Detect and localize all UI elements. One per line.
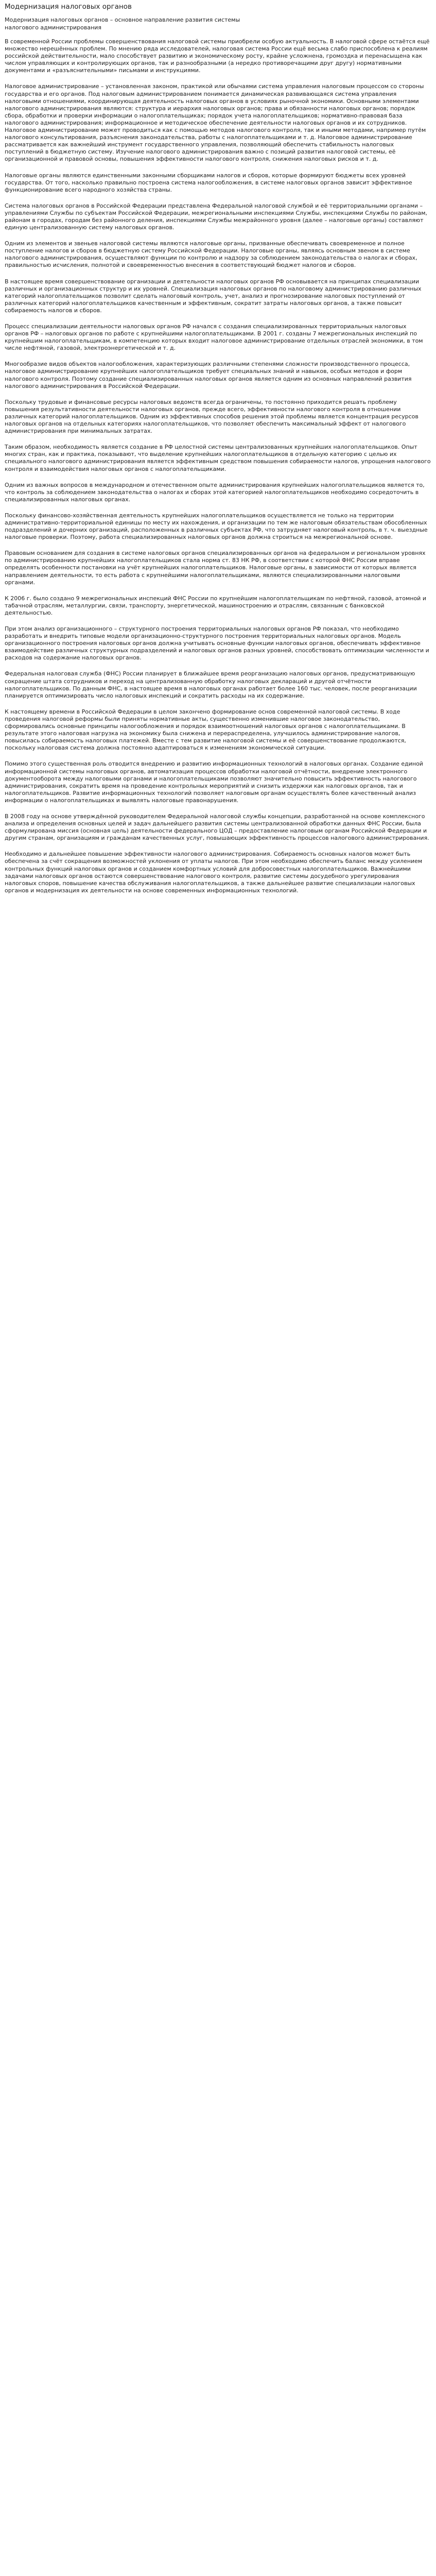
article-page <box>0 0 436 894</box>
article-paragraph: Таким образом, необходимость является создание в РФ целостной системы централизованных крупнейших налогоплательщиков. Опыт многих стран, как и практика, показывают, что выделение крупнейших налогоплательщиков в отдельную категорию с целью их специального налогового администрирования является эффективным средством повышения собираемости налогов, упрощения налогового контроля и взаимодействия налоговых органов с налогоплательщиками. <box>5 444 431 472</box>
article-paragraph: К настоящему времени в Российской Федерации в целом закончено формирование основ современной налоговой системы. В ходе проведения налоговой реформы были приняты нормативные акты, существенно изменившие налоговое законодательство, сформировались основные принципы налогообложения и порядок взаимоотношений налоговых органов с налогоплательщиками. В результате этого налоговая нагрузка на экономику была снижена и перераспределена, улучшилось администрирование налогов, повысилась собираемость налоговых платежей. Вместе с тем развитие налоговой системы и её совершенствование продолжаются, поскольку налоговая система должна постоянно адаптироваться к изменениям экономической ситуации. <box>5 708 406 752</box>
article-paragraph: При этом анализ организационного – структурного построения территориальных налоговых органов РФ показал, что необходимо разработать и внедрить типовые модели организационно-структурного построения территориальных налоговых органов. Модель организационного построения налоговых органов должна учитывать основные функции налоговых органов, обеспечивать эффективное взаимодействие различных структурных подразделений и налоговых органов разных уровней, способствовать оптимизации численности и расходов на содержание налоговых органов. <box>5 625 429 662</box>
article-paragraph: Одним из важных вопросов в международном и отечественном опыте администрирования крупнейших налогоплательщиков является то, что контроль за соблюдением законодательства о налогах и сборах этой категорией налогоплательщиков необходимо сосредоточить в специализированных налоговых органах. <box>5 481 425 503</box>
article-body <box>5 38 431 894</box>
article-paragraph: Система налоговых органов в Российской Федерации представлена Федеральной налоговой службой и её территориальными органами – управлениями Службы по субъектам Российской Федерации, межрегиональными инспекциями Службы, инспекциями Службы по районам, районам в городах, городам без районного деления, инспекциями Службы межрайонного уровня (далее – налоговые органы) составляют единую централизованную систему налоговых органов. <box>5 202 427 231</box>
article-paragraph: Поскольку финансово-хозяйственная деятельность крупнейших налогоплательщиков осуществляется не только на территории административно-территориальной единицы по месту их нахождения, и организации по тем же налоговым обязательствам обособленных подразделений и дочерних организаций, расположенных в различных субъектах РФ, что затрудняет налоговый контроль, в т. ч. выездные налоговые проверки. Поэтому, работа специализированных налоговых органов должна строиться на межрегиональной основе. <box>5 512 428 541</box>
article-paragraph: Необходимо и дальнейшее повышение эффективности налогового администрирования. Собираемость основных налогов может быть обеспечена за счёт сокращения возможностей уклонения от уплаты налогов. При этом необходимо обеспечить баланс между усилением контрольных функций налоговых органов и созданием комфортных условий для добросовестных налогоплательщиков. Важнейшими задачами налоговых органов остаются совершенствование налогового контроля, развитие системы досудебного урегулирования налоговых споров, повышение качества обслуживания налогоплательщиков, а также дальнейшее развитие специализации налоговых органов и модернизация их деятельности на основе современных информационных технологий. <box>5 851 423 894</box>
article-paragraph: Налоговые органы являются единственными законными сборщиками налогов и сборов, которые формируют бюджеты всех уровней государства. От того, насколько правильно построена система налогообложения, в системе налоговых органов зависит эффективное функционирование всего народного хозяйства страны. <box>5 172 412 193</box>
article-paragraph: Правовым основанием для создания в системе налоговых органов специализированных органов на федеральном и региональном уровнях по администрированию крупнейших налогоплательщиков стала норма ст. 83 НК РФ, в соответствии с которой ФНС России вправе определять особенности постановки на учёт крупнейших налогоплательщиков. Налоговые органы, в зависимости от которых является направлением деятельности, то есть работа с крупнейшими налогоплательщиками, являются специализированными налоговыми органами. <box>5 550 426 586</box>
article-paragraph: Многообразие видов объектов налогообложения, характеризующих различными степенями сложности производственного процесса, налоговое администрирование крупнейших налогоплательщиков требует специальных знаний и навыков, особых методов и форм налогового контроля. Поэтому создание специализированных налоговых органов является одним из основных направлений развития налогового администрирования в Российской Федерации. <box>5 361 412 389</box>
article-paragraph: Налоговое администрирование – установленная законом, практикой или обычаями система управления налоговым процессом со стороны государства и его органов. Под налоговым администрированием понимается динамическая развивающаяся система управления налоговыми отношениями, координирующая деятельность налоговых органов в условиях рыночной экономики. Основными элементами налогового администрирования являются: структура и иерархия налоговых органов; права и обязанности налоговых органов; порядок сбора, обработки и проверки информации о налогоплательщиках; порядок учета налогоплательщиков; нормативно-правовая база налогового администрирования; информационное и методическое обеспечение деятельности налоговых органов и их сотрудников. Налоговое администрирование может проводиться как с помощью методов налогового контроля, так и иными методами, например путём налогового консультирования, разъяснения законодательства, работы с налогоплательщиками и т. д. Налоговое администрирование рассматривается как важнейший инструмент государственного управления, позволяющий обеспечить стабильность налоговых поступлений в бюджетную систему. Изучение налогового администрирования важно с позиций развития налоговой системы, её организационной и правовой основы, повышения эффективности налогового контроля, снижения налоговых рисков и т. д. <box>5 83 426 163</box>
article-paragraph: К 2006 г. было создано 9 межрегиональных инспекций ФНС России по крупнейшим налогоплательщикам по нефтяной, газовой, атомной и табачной отраслям, металлургии, связи, транспорту, энергетической, машиностроению и отраслям, связанным с банковской деятельностью. <box>5 595 426 616</box>
article-paragraph: Помимо этого существенная роль отводится внедрению и развитию информационных технологий в налоговых органах. Создание единой информационной системы налоговых органов, автоматизация процессов обработки налоговой отчётности, внедрение электронного документооборота между налоговыми органами и налогоплательщиками позволяют значительно повысить эффективность налогового администрирования, сократить время на проведение контрольных мероприятий и снизить издержки как налоговых органов, так и налогоплательщиков. Развитие информационных технологий позволяет налоговым органам осуществлять более качественный анализ информации о налогоплательщиках и выявлять налоговые правонарушения. <box>5 760 423 804</box>
article-paragraph: В современной России проблемы совершенствования налоговой системы приобрели особую актуальность. В налоговой сфере остаётся ещё множество нерешённых проблем. По мнению ряда исследователей, налоговая система России ещё весьма слабо приспособлена к реалиям российской действительности, мало способствует развитию и экономическому росту, крайне усложнена, громоздка и перенасыщена как числом управляющих и контролирующих органов, так и разнообразными (а нередко противоречащими друг другу) нормативными документами и «разъяснительными» письмами и инструкциями. <box>5 38 430 74</box>
article-paragraph: Процесс специализации деятельности налоговых органов РФ начался с создания специализированных территориальных налоговых органов РФ – налоговых органов по работе с крупнейшими налогоплательщиками. В 2001 г. созданы 7 межрегиональных инспекций по крупнейшим налогоплательщикам, в компетенцию которых входит налоговое администрирование отдельных отраслей экономики, в том числе нефтяной, газовой, электроэнергетической и т. д. <box>5 323 423 352</box>
article-paragraph: Федеральная налоговая служба (ФНС) России планирует в ближайшее время реорганизацию налоговых органов, предусматривающую сокращение штата сотрудников и переход на централизованную обработку налоговых деклараций и другой отчётности налогоплательщиков. По данным ФНС, в настоящее время в налоговых органах работает более 160 тыс. человек, после реорганизации планируется оптимизировать число налоговых инспекций и сократить расходы на их содержание. <box>5 670 417 699</box>
article-paragraph: Поскольку трудовые и финансовые ресурсы налоговых ведомств всегда ограничены, то постоянно приходится решать проблему повышения результативности деятельности налоговых органов, прежде всего, эффективности налогового контроля в отношении различных категорий налогоплательщиков. Одним из эффективных способов решения этой проблемы является концентрация ресурсов налоговых органов на отдельных категориях налогоплательщиков, что позволяет обеспечить максимальный эффект от налогового администрирования при минимальных затратах. <box>5 398 418 435</box>
article-paragraph: В настоящее время совершенствование организации и деятельности налоговых органов РФ основывается на принципах специализации различных и организационных структур и их уровней. Специализация налоговых органов по налоговому администрированию различных категорий налогоплательщиков позволит сделать налоговый контроль, учет, анализ и прогнозирование налоговых поступлений от различных категорий налогоплательщиков качественным и эффективным, сократит затраты налоговых органов, а также повысит собираемость налогов и сборов. <box>5 278 422 314</box>
article-paragraph: Одним из элементов и звеньев налоговой системы являются налоговые органы, призванные обеспечивать своевременное и полное поступление налогов и сборов в бюджетную систему Российской Федерации. Налоговые органы, являясь основным звеном в системе налогового администрирования, осуществляют функции по контролю и надзору за соблюдением законодательства о налогах и сборах, правильностью исчисления, полнотой и своевременностью внесения в соответствующий бюджет налогов и сборов. <box>5 240 417 269</box>
article-subtitle: Модернизация налоговых органов – основное направление развития системы налогового администрирования <box>5 16 240 31</box>
article-paragraph: В 2008 году на основе утверждённой руководителем Федеральной налоговой службы концепции, разработанной на основе комплексного анализа и определения основных целей и задач дальнейшего развития системы централизованной обработки данных ФНС России, была сформулирована миссия (основная цель) деятельности федерального ЦОД – предоставление налоговым органам Российской Федерации и другим странам, организациям и гражданам качественных услуг, повышающих эффективность процессов налогового администрирования. <box>5 812 429 842</box>
page-title: Модернизация налоговых органов <box>5 3 132 11</box>
